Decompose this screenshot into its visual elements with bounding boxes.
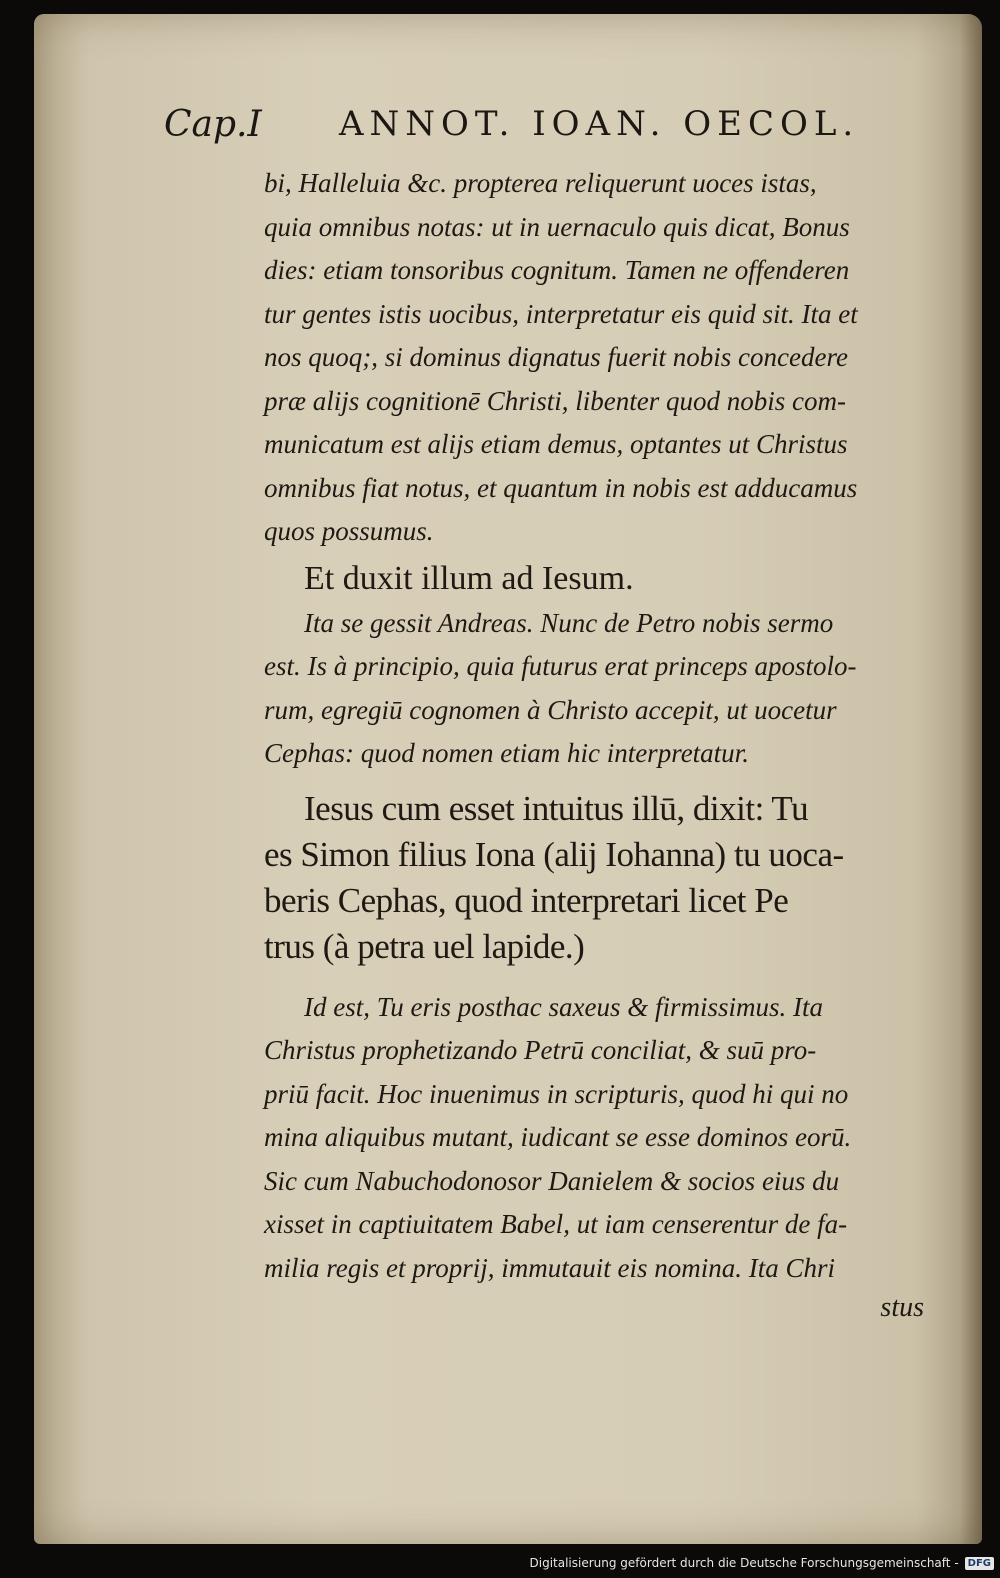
- lemma-block: [264, 786, 984, 970]
- lemma-line: beris Cephas, quod interpretari licet Pe: [264, 880, 789, 920]
- text-line: quos possumus.: [264, 516, 434, 546]
- lemma-line: trus (à petra uel lapide.): [264, 926, 585, 966]
- text-line: Christus prophetizando Petrū conciliat, & suū pro-: [264, 1035, 817, 1065]
- text-line: omnibus fiat notus, et quantum in nobis est adducamus: [264, 472, 858, 503]
- lemma-line: Iesus cum esset intuitus illū, dixit: Tu: [304, 788, 809, 828]
- page-text: [264, 162, 984, 1290]
- text-line: est. Is à principio, quia futurus erat princeps apostolo-: [264, 651, 857, 681]
- text-line: bi, Halleluia &c. propterea reliquerunt uoces istas,: [264, 168, 817, 198]
- text-line: dies: etiam tonsoribus cognitum. Tamen ne offenderen: [264, 255, 850, 285]
- text-line: milia regis et proprij, immutauit eis nomina. Ita Chri: [264, 1252, 836, 1283]
- running-title: ANNOT. IOAN. OECOL.: [339, 104, 860, 144]
- page-header: [164, 104, 884, 154]
- dfg-logo: DFG: [965, 1557, 994, 1570]
- text-line: xisset in captiuitatem Babel, ut iam censerentur de fa-: [264, 1209, 848, 1239]
- text-line: municatum est alijs etiam demus, optantes ut Christus: [264, 429, 848, 459]
- book-page: [34, 14, 982, 1544]
- text-line: rum, egregiū cognomen à Christo accepit, ut uocetur: [264, 694, 837, 725]
- text-line: Id est, Tu eris posthac saxeus & firmissimus. Ita: [304, 991, 824, 1022]
- text-line: mina aliquibus mutant, iudicant se esse dominos eorū.: [264, 1122, 852, 1152]
- footer-text: Digitalisierung gefördert durch die Deutsche Forschungsgemeinschaft -: [529, 1556, 959, 1570]
- text-line: Cephas: quod nomen etiam hic interpretatur.: [264, 738, 749, 768]
- text-line: præ alijs cognitionē Christi, libenter quod nobis com-: [264, 385, 846, 416]
- chapter-label: Cap.I: [164, 104, 262, 145]
- catchword: stus: [880, 1292, 924, 1323]
- footer-credit: [530, 1552, 995, 1574]
- paragraph-2: [264, 602, 984, 776]
- paragraph-3: [264, 986, 984, 1291]
- lemma-line: es Simon filius Iona (alij Iohanna) tu uoca-: [264, 834, 844, 874]
- paragraph-1: [264, 162, 984, 554]
- text-line: tur gentes istis uocibus, interpretatur eis quid sit. Ita et: [264, 298, 858, 329]
- lemma-heading: Et duxit illum ad Iesum.: [304, 559, 634, 597]
- text-line: Ita se gessit Andreas. Nunc de Petro nobis sermo: [304, 607, 834, 638]
- text-line: Sic cum Nabuchodonosor Danielem & socios eius du: [264, 1165, 840, 1196]
- text-line: quia omnibus notas: ut in uernaculo quis dicat, Bonus: [264, 211, 850, 242]
- text-line: priū facit. Hoc inuenimus in scripturis, quod hi qui no: [264, 1078, 849, 1109]
- text-line: nos quoq;, si dominus dignatus fuerit nobis concedere: [264, 342, 848, 372]
